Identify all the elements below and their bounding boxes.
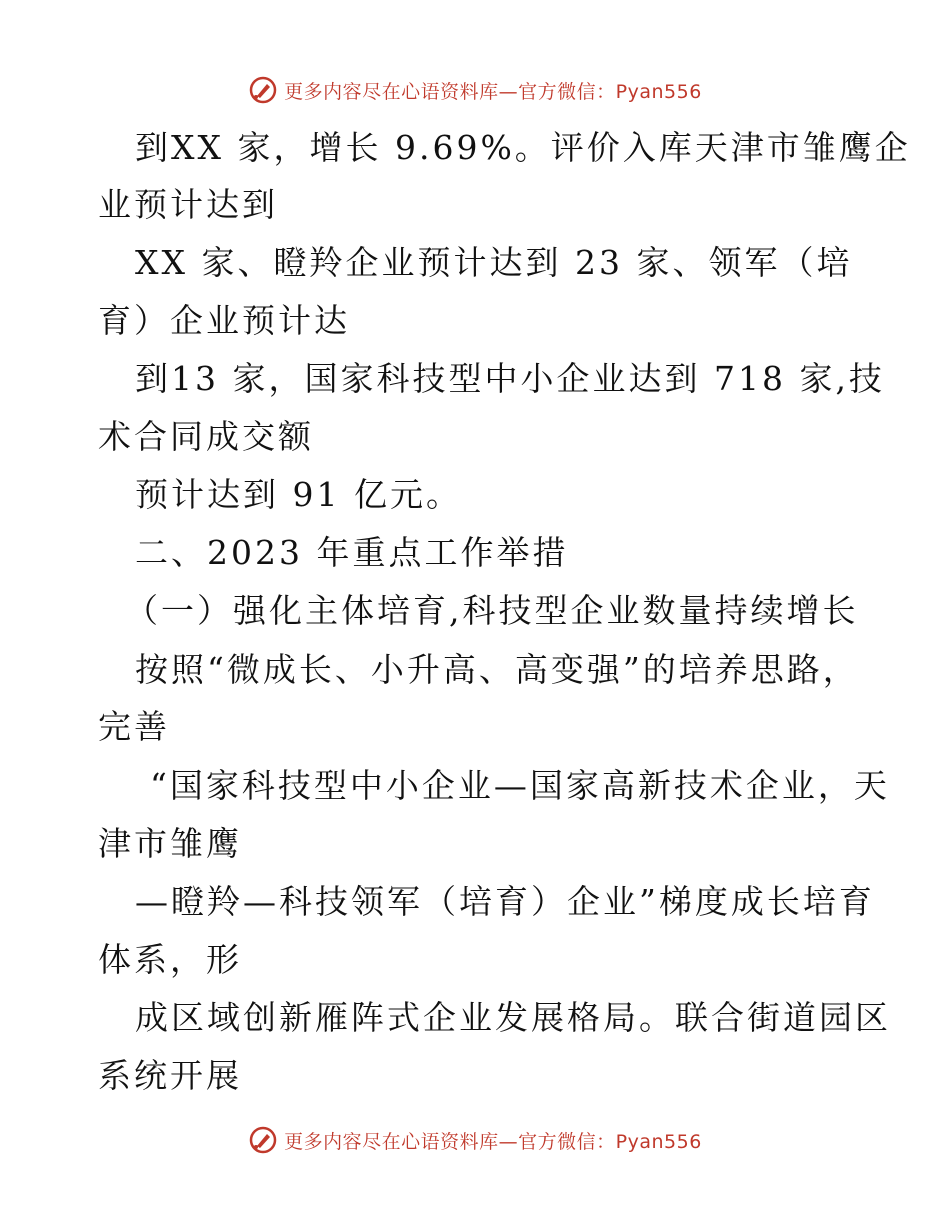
body-line-12: “国家科技型中小企业—国家高新技术企业，天 (150, 766, 890, 805)
body-line-11: 完善 (98, 707, 170, 746)
body-line-17: 系统开展 (98, 1056, 242, 1095)
section-heading: 二、2023 年重点工作举措 (135, 533, 569, 572)
header-watermark-text: 更多内容尽在心语资料库—官方微信：Pyan556 (284, 80, 702, 103)
body-line-4: 育）企业预计达 (98, 301, 350, 340)
body-line-14: —瞪羚—科技领军（培育）企业”梯度成长培育 (135, 882, 875, 921)
body-line-1: 到XX 家，增长 9.69%。评价入库天津市雏鹰企 (135, 128, 911, 167)
body-line-13: 津市雏鹰 (98, 824, 242, 863)
body-line-2: 业预计达到 (98, 185, 278, 224)
body-line-5: 到13 家，国家科技型中小企业达到 718 家,技 (135, 359, 885, 398)
body-line-3: XX 家、瞪羚企业预计达到 23 家、领军（培 (135, 243, 853, 282)
body-line-10: 按照“微成长、小升高、高变强”的培养思路， (135, 650, 859, 689)
body-line-6: 术合同成交额 (98, 417, 314, 456)
body-line-7: 预计达到 91 亿元。 (135, 475, 462, 514)
subsection-heading: （一）强化主体培育,科技型企业数量持续增长 (125, 591, 859, 630)
body-line-15: 体系，形 (98, 940, 242, 979)
footer-watermark (0, 1120, 950, 1160)
pen-nib-icon (248, 1125, 278, 1155)
footer-watermark-text: 更多内容尽在心语资料库—官方微信：Pyan556 (284, 1130, 702, 1153)
body-line-16: 成区域创新雁阵式企业发展格局。联合街道园区 (135, 998, 891, 1037)
